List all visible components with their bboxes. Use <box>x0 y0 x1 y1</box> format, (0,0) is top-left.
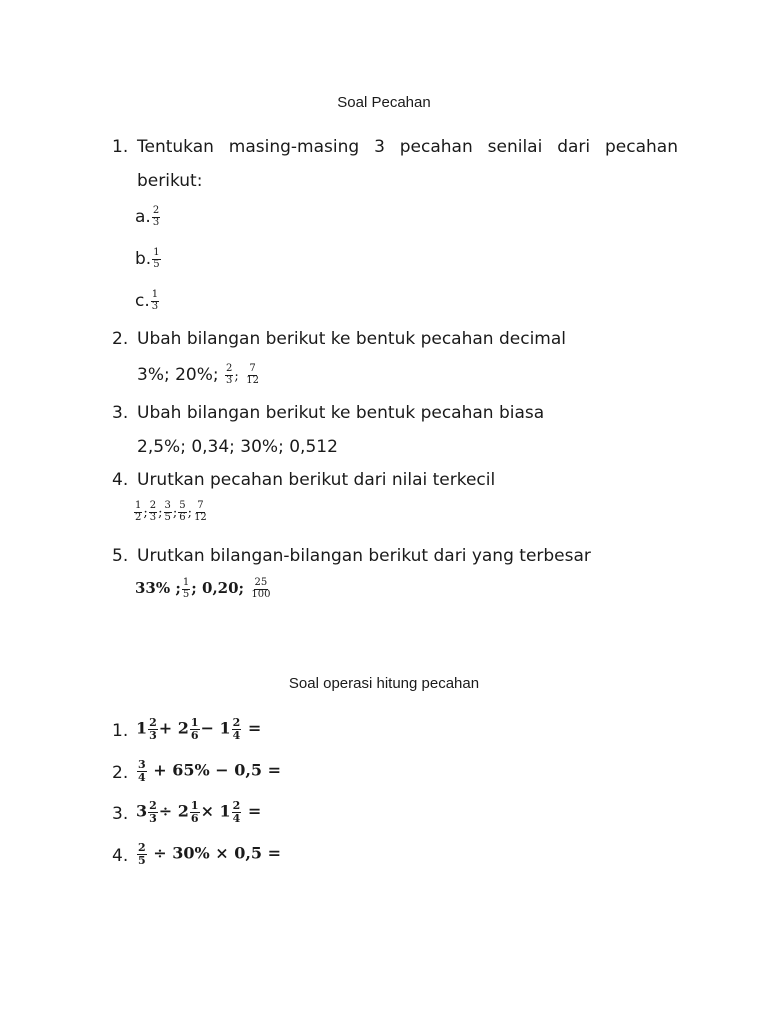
operator-minus: − 1 <box>200 718 231 738</box>
denominator: 5 <box>164 511 171 523</box>
denominator: 6 <box>190 811 199 825</box>
denominator: 2 <box>135 511 142 523</box>
whole-number: 3 <box>136 801 148 821</box>
numerator: 1 <box>151 289 159 300</box>
denominator: 12 <box>194 511 207 523</box>
numerator: 3 <box>164 500 171 511</box>
value-33-percent: 33% ; <box>135 579 181 597</box>
fraction-2-4 <box>232 800 242 824</box>
fraction-2-4 <box>232 717 242 741</box>
denominator: 3 <box>151 300 159 312</box>
fraction-1-5 <box>152 248 160 270</box>
separator: ; <box>143 505 148 521</box>
fraction-1-2 <box>134 501 142 523</box>
fraction-2-5 <box>137 842 147 866</box>
denominator: 6 <box>190 728 199 742</box>
whole-number: 1 <box>136 718 148 738</box>
denominator: 3 <box>152 216 160 228</box>
problem-1-number: 1. <box>112 721 129 741</box>
option-a-label: a. <box>135 207 151 227</box>
denominator: 3 <box>149 811 157 825</box>
numerator: 1 <box>182 577 190 588</box>
denominator: 5 <box>182 588 190 600</box>
fraction-5-6 <box>178 501 186 523</box>
numerator: 1 <box>153 247 160 258</box>
numerator: 1 <box>190 799 199 812</box>
numerator: 2 <box>138 841 146 854</box>
denominator: 3 <box>149 511 157 523</box>
numerator: 25 <box>254 577 268 588</box>
denominator: 3 <box>149 728 157 742</box>
numerator: 5 <box>179 500 186 511</box>
question-1-text-line1: Tentukan masing-masing 3 pecahan senilai dari pecahan <box>137 137 678 157</box>
denominator: 4 <box>232 811 241 825</box>
separator: ; <box>187 505 193 521</box>
numerator: 2 <box>232 716 241 729</box>
numerator: 2 <box>232 799 241 812</box>
option-c-label: c. <box>135 291 150 311</box>
question-5-text: Urutkan bilangan-bilangan berikut dari yang terbesar <box>137 546 591 566</box>
numerator: 3 <box>138 758 146 771</box>
question-3-values: 2,5%; 0,34; 30%; 0,512 <box>137 437 338 457</box>
denominator: 12 <box>246 374 259 386</box>
numerator: 2 <box>149 799 157 812</box>
denominator: 100 <box>251 588 271 600</box>
numerator: 1 <box>190 716 199 729</box>
fraction-25-100 <box>250 578 271 600</box>
problem-3-number: 3. <box>112 804 129 824</box>
numerator: 7 <box>249 363 256 374</box>
question-4-fractions <box>133 501 209 523</box>
section-title-soal-pecahan: Soal Pecahan <box>337 94 431 111</box>
question-5-values <box>135 578 272 600</box>
denominator: 3 <box>226 374 233 386</box>
question-3-text: Ubah bilangan berikut ke bentuk pecahan biasa <box>137 403 545 423</box>
fraction-1-6 <box>190 717 200 741</box>
question-1-option-c <box>135 290 160 312</box>
fraction-1-5 <box>182 578 190 600</box>
question-3-number: 3. <box>112 403 129 423</box>
fraction-1-3 <box>151 290 159 312</box>
operator-times: × 1 <box>200 801 231 821</box>
numerator: 7 <box>197 500 204 511</box>
fraction-3-4 <box>137 759 147 783</box>
equals-sign: = <box>247 718 262 738</box>
separator: ; <box>234 369 239 384</box>
section-title-operasi-hitung: Soal operasi hitung pecahan <box>288 675 480 692</box>
values-text: 3%; 20%; <box>137 365 219 385</box>
question-4-number: 4. <box>112 470 129 490</box>
numerator: 2 <box>152 205 160 216</box>
numerator: 1 <box>135 500 142 511</box>
denominator: 5 <box>153 258 160 270</box>
fraction-2-3 <box>148 800 158 824</box>
fraction-2-3 <box>148 717 158 741</box>
fraction-2-3 <box>149 501 157 523</box>
expression-rest: ÷ 30% × 0,5 = <box>153 843 282 863</box>
question-1-text-line2: berikut: <box>137 171 203 191</box>
problem-1-expression <box>136 717 261 741</box>
numerator: 2 <box>149 716 157 729</box>
fraction-2-3 <box>152 206 160 228</box>
numerator: 2 <box>149 500 157 511</box>
value-0-20: ; 0,20; <box>191 579 245 597</box>
question-5-number: 5. <box>112 546 129 566</box>
problem-4-expression <box>136 842 281 866</box>
problem-3-expression <box>136 800 261 824</box>
equals-sign: = <box>247 801 262 821</box>
question-2-values <box>137 364 261 386</box>
question-1-option-a <box>135 206 161 228</box>
denominator: 6 <box>179 511 186 523</box>
denominator: 5 <box>138 853 146 867</box>
question-4-text: Urutkan pecahan berikut dari nilai terkecil <box>137 470 496 490</box>
problem-4-number: 4. <box>112 846 129 866</box>
operator-divide: ÷ 2 <box>158 801 189 821</box>
numerator: 2 <box>226 363 233 374</box>
fraction-3-5 <box>164 501 172 523</box>
fraction-1-6 <box>190 800 200 824</box>
option-b-label: b. <box>135 249 152 269</box>
operator-plus: + 2 <box>158 718 189 738</box>
expression-rest: + 65% − 0,5 = <box>153 760 282 780</box>
question-1-option-b <box>135 248 162 270</box>
question-2-number: 2. <box>112 329 129 349</box>
problem-2-expression <box>136 759 281 783</box>
question-1-number: 1. <box>112 137 129 157</box>
denominator: 4 <box>138 770 146 784</box>
question-2-text: Ubah bilangan berikut ke bentuk pecahan decimal <box>137 329 566 349</box>
fraction-7-12 <box>193 501 208 523</box>
separator: ; <box>158 505 163 521</box>
fraction-7-12 <box>245 364 260 386</box>
fraction-2-3 <box>225 364 233 386</box>
separator: ; <box>172 505 178 521</box>
denominator: 4 <box>232 728 241 742</box>
problem-2-number: 2. <box>112 763 129 783</box>
